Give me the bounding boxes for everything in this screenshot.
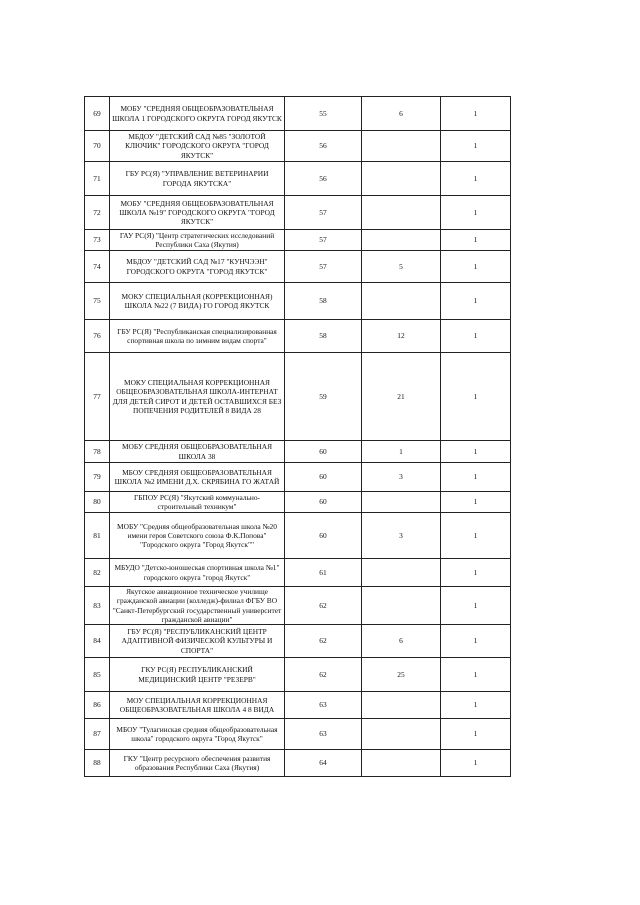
organization-name-cell [110, 251, 285, 283]
row-number: 85 [93, 669, 101, 679]
value-col-2: 1 [399, 446, 403, 456]
row-number: 84 [93, 636, 101, 646]
row-number: 88 [93, 758, 101, 768]
organization-name-cell [110, 492, 285, 513]
value-col-1: 56 [319, 173, 327, 183]
table-row [85, 441, 511, 463]
value-col-2-cell [362, 441, 441, 463]
value-col-3: 1 [473, 700, 478, 710]
row-number-cell [85, 719, 110, 750]
value-col-2: 3 [399, 530, 403, 540]
value-col-1: 60 [319, 472, 327, 482]
value-col-2-cell [362, 283, 441, 320]
row-number: 77 [93, 391, 101, 401]
value-col-3-cell [441, 492, 511, 513]
value-col-3: 1 [473, 729, 478, 739]
organization-name: ГБУ РС(Я) "РЕСПУБЛИКАНСКИЙ ЦЕНТР АДАПТИВНОЙ ФИЗИЧЕСКОЙ КУЛЬТУРЫ И СПОРТА" [121, 627, 273, 655]
value-col-3-cell [441, 692, 511, 719]
organization-name: МБДОУ "ДЕТСКИЙ САД №85 "ЗОЛОТОЙ КЛЮЧИК" ГОРОДСКОГО ОКРУГА "ГОРОД ЯКУТСК" [125, 132, 269, 160]
row-number-cell [85, 658, 110, 692]
value-col-3-cell [441, 719, 511, 750]
value-col-1: 60 [319, 497, 327, 507]
value-col-2-cell [362, 750, 441, 777]
row-number-cell [85, 750, 110, 777]
table-row [85, 719, 511, 750]
table-row [85, 131, 511, 162]
organization-name: ГАУ РС(Я) "Центр стратегических исследований Республики Саха (Якутия) [119, 230, 275, 249]
organization-name: МОБУ "СРЕДНЯЯ ОБЩЕОБРАЗОВАТЕЛЬНАЯ ШКОЛА 1 ГОРОДСКОГО ОКРУГА ГОРОД ЯКУТСК [112, 104, 282, 123]
value-col-3: 1 [473, 108, 478, 118]
organization-name: Якутское авиационное техническое училище гражданской авиации (колледж)-филиал ФГБУ ВО "Санкт-Петербургский государственный университет гражданской авиации" [112, 587, 282, 624]
value-col-1-cell [285, 692, 362, 719]
organization-name: МБОУ СРЕДНЯЯ ОБЩЕОБРАЗОВАТЕЛЬНАЯ ШКОЛА №2 ИМЕНИ Д.Х. СКРЯБИНА ГО ЖАТАЙ [114, 467, 280, 486]
table-row [85, 587, 511, 625]
value-col-1: 57 [319, 207, 327, 217]
row-number: 72 [93, 207, 101, 217]
table-body [85, 97, 511, 777]
value-col-1-cell [285, 719, 362, 750]
value-col-1-cell [285, 587, 362, 625]
value-col-1: 62 [319, 636, 327, 646]
value-col-3-cell [441, 750, 511, 777]
organization-name-cell [110, 441, 285, 463]
organization-name-cell [110, 131, 285, 162]
table-row [85, 162, 511, 196]
row-number: 79 [93, 472, 101, 482]
organization-name: ГБУ РС(Я) "УПРАВЛЕНИЕ ВЕТЕРИНАРИИ ГОРОДА ЯКУТСКА" [125, 169, 269, 188]
value-col-2-cell [362, 587, 441, 625]
value-col-1-cell [285, 353, 362, 441]
value-col-2-cell [362, 131, 441, 162]
value-col-1: 55 [319, 108, 327, 118]
value-col-1: 58 [319, 331, 327, 341]
table-row [85, 492, 511, 513]
table-row [85, 658, 511, 692]
value-col-1: 60 [319, 446, 327, 456]
value-col-1-cell [285, 750, 362, 777]
row-number: 71 [93, 173, 101, 183]
row-number-cell [85, 492, 110, 513]
value-col-1-cell [285, 283, 362, 320]
value-col-3: 1 [473, 497, 478, 507]
organization-name: ГКУ "Центр ресурсного обеспечения развития образования Республики Саха (Якутия) [123, 753, 271, 772]
table-row [85, 320, 511, 353]
value-col-1-cell [285, 492, 362, 513]
table-row [85, 625, 511, 658]
organization-name: МОУ СПЕЦИАЛЬНАЯ КОРРЕКЦИОННАЯ ОБЩЕОБРАЗОВАТЕЛЬНАЯ ШКОЛА 4 8 ВИДА [119, 695, 275, 714]
row-number-cell [85, 283, 110, 320]
organization-name: МОБУ "Средняя общеобразовательная школа №20 имени героя Советского союза Ф.К.Попова" "Городского округа "Город Якутск"" [117, 521, 277, 550]
organization-name: МБОУ "Тулагинская средняя общеобразовательная школа" городского округа "Город Якутск" [116, 724, 278, 743]
table-row [85, 283, 511, 320]
row-number-cell [85, 320, 110, 353]
value-col-1-cell [285, 513, 362, 559]
organization-name: ГБПОУ РС(Я) "Якутский коммунально-строительный техникум" [133, 492, 261, 511]
value-col-3: 1 [473, 391, 478, 401]
row-number: 74 [93, 261, 101, 271]
value-col-2-cell [362, 492, 441, 513]
row-number: 87 [93, 729, 101, 739]
row-number-cell [85, 441, 110, 463]
value-col-1: 58 [319, 296, 327, 306]
value-col-1: 63 [319, 700, 327, 710]
value-col-3-cell [441, 251, 511, 283]
value-col-1-cell [285, 559, 362, 587]
row-number-cell [85, 463, 110, 492]
value-col-3-cell [441, 230, 511, 251]
value-col-2-cell [362, 251, 441, 283]
organization-name: МБУДО "Детско-юношеская спортивная школа №1" городского округа "город Якутск" [114, 563, 280, 582]
table-row [85, 559, 511, 587]
value-col-1: 64 [319, 758, 327, 768]
value-col-1: 62 [319, 600, 327, 610]
value-col-3-cell [441, 587, 511, 625]
value-col-1: 56 [319, 141, 327, 151]
organization-name: МОБУ СРЕДНЯЯ ОБЩЕОБРАЗОВАТЕЛЬНАЯ ШКОЛА 38 [121, 442, 273, 461]
value-col-1: 59 [319, 391, 327, 401]
value-col-2-cell [362, 463, 441, 492]
value-col-1-cell [285, 97, 362, 131]
value-col-3-cell [441, 441, 511, 463]
value-col-3: 1 [473, 207, 478, 217]
value-col-2-cell [362, 692, 441, 719]
organization-name-cell [110, 719, 285, 750]
organization-name-cell [110, 283, 285, 320]
organization-name-cell [110, 230, 285, 251]
value-col-2-cell [362, 353, 441, 441]
value-col-1-cell [285, 625, 362, 658]
value-col-3-cell [441, 625, 511, 658]
row-number-cell [85, 513, 110, 559]
value-col-3: 1 [473, 530, 478, 540]
value-col-3-cell [441, 131, 511, 162]
row-number-cell [85, 131, 110, 162]
organization-name-cell [110, 196, 285, 230]
organization-name: МОКУ СПЕЦИАЛЬНАЯ КОРРЕКЦИОННАЯ ОБЩЕОБРАЗОВАТЕЛЬНАЯ ШКОЛА-ИНТЕРНАТ ДЛЯ ДЕТЕЙ СИРОТ И ДЕТЕЙ ОСТАВШИХСЯ БЕЗ ПОПЕЧЕНИЯ РОДИТЕЛЕЙ 8 ВИДА 28 [112, 378, 282, 415]
value-col-3: 1 [473, 567, 478, 577]
value-col-3-cell [441, 353, 511, 441]
table-row [85, 513, 511, 559]
value-col-3: 1 [473, 235, 478, 245]
organization-name-cell [110, 320, 285, 353]
organization-name-cell [110, 513, 285, 559]
value-col-2-cell [362, 559, 441, 587]
row-number: 70 [93, 141, 101, 151]
value-col-2-cell [362, 230, 441, 251]
value-col-3: 1 [473, 669, 478, 679]
value-col-1: 63 [319, 729, 327, 739]
value-col-1-cell [285, 131, 362, 162]
row-number-cell [85, 97, 110, 131]
value-col-2-cell [362, 196, 441, 230]
value-col-3: 1 [473, 173, 478, 183]
value-col-3-cell [441, 513, 511, 559]
row-number: 73 [93, 235, 101, 245]
organization-name-cell [110, 97, 285, 131]
value-col-1: 57 [319, 261, 327, 271]
organization-name-cell [110, 658, 285, 692]
row-number: 81 [93, 530, 101, 540]
row-number-cell [85, 692, 110, 719]
value-col-3: 1 [473, 331, 478, 341]
value-col-1: 57 [319, 235, 327, 245]
value-col-2-cell [362, 320, 441, 353]
value-col-3-cell [441, 658, 511, 692]
value-col-3: 1 [473, 600, 478, 610]
value-col-1-cell [285, 162, 362, 196]
row-number: 76 [93, 331, 101, 341]
row-number-cell [85, 251, 110, 283]
value-col-3-cell [441, 320, 511, 353]
value-col-3-cell [441, 559, 511, 587]
organization-name-cell [110, 692, 285, 719]
table-row [85, 97, 511, 131]
table-row [85, 692, 511, 719]
value-col-1: 62 [319, 669, 327, 679]
organization-name-cell [110, 625, 285, 658]
row-number-cell [85, 196, 110, 230]
value-col-2-cell [362, 625, 441, 658]
value-col-3-cell [441, 283, 511, 320]
value-col-1-cell [285, 251, 362, 283]
organization-name: ГБУ РС(Я) "Республиканская специализированная спортивная школа по зимним видам спорта" [117, 326, 277, 345]
organization-name: МОБУ "СРЕДНЯЯ ОБЩЕОБРАЗОВАТЕЛЬНАЯ ШКОЛА №19" ГОРОДСКОГО ОКРУГА "ГОРОД ЯКУТСК" [119, 198, 275, 227]
value-col-1-cell [285, 658, 362, 692]
row-number-cell [85, 625, 110, 658]
value-col-3: 1 [473, 472, 478, 482]
row-number: 80 [93, 497, 101, 507]
value-col-3-cell [441, 196, 511, 230]
table-row [85, 463, 511, 492]
value-col-3: 1 [473, 636, 478, 646]
organization-name: МБДОУ "ДЕТСКИЙ САД №17 "КУНЧЭЭН" ГОРОДСКОГО ОКРУГА "ГОРОД ЯКУТСК" [126, 257, 268, 276]
value-col-2: 6 [399, 108, 403, 118]
value-col-2: 21 [397, 391, 405, 401]
value-col-2-cell [362, 719, 441, 750]
value-col-2: 6 [399, 636, 403, 646]
value-col-1: 61 [319, 567, 327, 577]
organization-name-cell [110, 750, 285, 777]
value-col-1: 60 [319, 530, 327, 540]
value-col-3-cell [441, 162, 511, 196]
row-number: 75 [93, 296, 101, 306]
value-col-3: 1 [473, 758, 478, 768]
row-number-cell [85, 353, 110, 441]
value-col-3: 1 [473, 446, 478, 456]
row-number: 83 [93, 600, 101, 610]
row-number-cell [85, 559, 110, 587]
row-number: 82 [93, 567, 101, 577]
value-col-1-cell [285, 463, 362, 492]
organizations-table [84, 96, 511, 777]
organization-name-cell [110, 353, 285, 441]
value-col-1-cell [285, 196, 362, 230]
value-col-2-cell [362, 658, 441, 692]
value-col-3: 1 [473, 296, 478, 306]
row-number: 78 [93, 446, 101, 456]
organization-name-cell [110, 463, 285, 492]
organization-name-cell [110, 587, 285, 625]
row-number-cell [85, 587, 110, 625]
value-col-3-cell [441, 463, 511, 492]
value-col-2-cell [362, 513, 441, 559]
organization-name: ГКУ РС(Я) РЕСПУБЛИКАНСКИЙ МЕДИЦИНСКИЙ ЦЕНТР "РЕЗЕРВ" [138, 665, 256, 684]
value-col-2: 3 [399, 472, 403, 482]
row-number: 86 [93, 700, 101, 710]
value-col-1-cell [285, 441, 362, 463]
value-col-2: 5 [399, 261, 403, 271]
value-col-3-cell [441, 97, 511, 131]
table-row [85, 251, 511, 283]
organization-name-cell [110, 162, 285, 196]
row-number: 69 [93, 108, 101, 118]
value-col-2: 25 [397, 669, 405, 679]
table-row [85, 750, 511, 777]
organization-name-cell [110, 559, 285, 587]
value-col-2: 12 [397, 331, 405, 341]
value-col-2-cell [362, 97, 441, 131]
value-col-3: 1 [473, 141, 478, 151]
organization-name: МОКУ СПЕЦИАЛЬНАЯ (КОРРЕКЦИОННАЯ) ШКОЛА №22 (7 ВИДА) ГО ГОРОД ЯКУТСК [121, 291, 273, 310]
value-col-1-cell [285, 230, 362, 251]
row-number-cell [85, 162, 110, 196]
table-row [85, 230, 511, 251]
value-col-1-cell [285, 320, 362, 353]
table-row [85, 353, 511, 441]
row-number-cell [85, 230, 110, 251]
table-row [85, 196, 511, 230]
value-col-3: 1 [473, 261, 478, 271]
value-col-2-cell [362, 162, 441, 196]
